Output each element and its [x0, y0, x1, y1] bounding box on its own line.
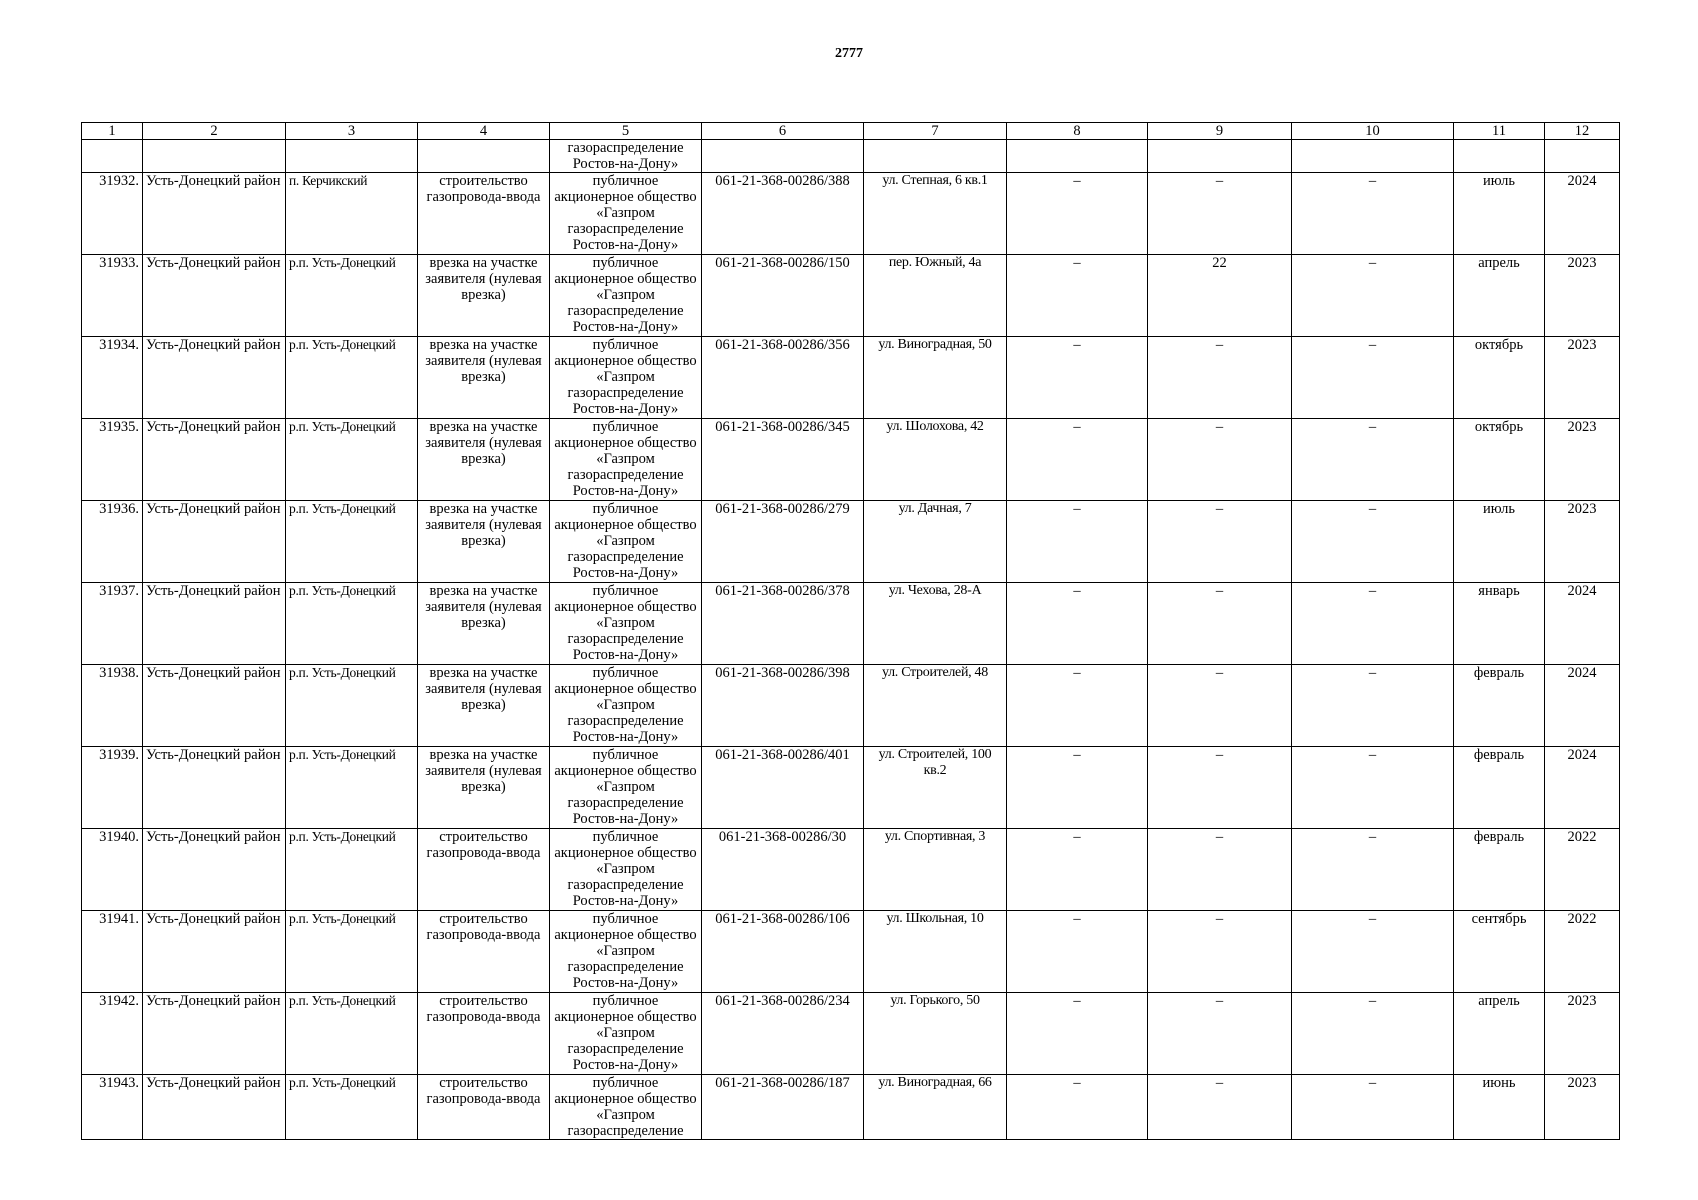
registration-code-cell: 061-21-368-00286/150 [702, 255, 864, 337]
registration-code-cell: 061-21-368-00286/187 [702, 1075, 864, 1140]
register-table [81, 122, 1620, 1140]
year-cell: 2024 [1545, 747, 1620, 829]
table-row [82, 911, 1620, 993]
year-cell: 2022 [1545, 829, 1620, 911]
address-cell: пер. Южный, 4а [864, 255, 1007, 337]
organization-cell: публичное акционерное общество «Газпром газораспределение Ростов-на-Дону» [550, 255, 702, 337]
address-cell: ул. Горького, 50 [864, 993, 1007, 1075]
year-cell: 2024 [1545, 665, 1620, 747]
work-type-cell: врезка на участке заявителя (нулевая врезка) [418, 747, 550, 829]
column-9-cell: – [1148, 911, 1292, 993]
column-8-cell: – [1007, 665, 1148, 747]
district-cell: Усть-Донецкий район [143, 419, 286, 501]
registration-code-cell: 061-21-368-00286/106 [702, 911, 864, 993]
year-cell: 2023 [1545, 419, 1620, 501]
column-header: 2 [143, 123, 286, 140]
month-cell: июль [1454, 173, 1545, 255]
address-cell: ул. Виноградная, 50 [864, 337, 1007, 419]
table-row [82, 173, 1620, 255]
district-cell: Усть-Донецкий район [143, 337, 286, 419]
work-type-cell: врезка на участке заявителя (нулевая врезка) [418, 501, 550, 583]
record-number-cell: 31936. [82, 501, 143, 583]
column-10-cell: – [1292, 173, 1454, 255]
work-type-cell: строительство газопровода-ввода [418, 173, 550, 255]
address-cell: ул. Школьная, 10 [864, 911, 1007, 993]
work-type-cell: строительство газопровода-ввода [418, 993, 550, 1075]
table-row [82, 747, 1620, 829]
address-cell: ул. Строителей, 100 кв.2 [864, 747, 1007, 829]
organization-cell: публичное акционерное общество «Газпром газораспределение Ростов-на-Дону» [550, 747, 702, 829]
address-cell: ул. Виноградная, 66 [864, 1075, 1007, 1140]
column-10-cell: – [1292, 583, 1454, 665]
work-type-cell: строительство газопровода-ввода [418, 1075, 550, 1140]
column-9-cell: – [1148, 583, 1292, 665]
settlement-cell: р.п. Усть-Донецкий [286, 583, 418, 665]
address-cell: ул. Спортивная, 3 [864, 829, 1007, 911]
record-number-cell: 31933. [82, 255, 143, 337]
column-8-cell: – [1007, 501, 1148, 583]
column-8-cell: – [1007, 747, 1148, 829]
column-header: 8 [1007, 123, 1148, 140]
settlement-cell: р.п. Усть-Донецкий [286, 501, 418, 583]
address-cell: ул. Шолохова, 42 [864, 419, 1007, 501]
year-cell: 2023 [1545, 255, 1620, 337]
column-8-cell: – [1007, 993, 1148, 1075]
table-row [82, 255, 1620, 337]
column-header: 3 [286, 123, 418, 140]
month-cell: июль [1454, 501, 1545, 583]
month-cell: октябрь [1454, 419, 1545, 501]
column-9-cell: – [1148, 337, 1292, 419]
month-cell: апрель [1454, 993, 1545, 1075]
column-9-cell: – [1148, 747, 1292, 829]
registration-code-cell: 061-21-368-00286/398 [702, 665, 864, 747]
column-header: 10 [1292, 123, 1454, 140]
settlement-cell: р.п. Усть-Донецкий [286, 993, 418, 1075]
column-9-cell: – [1148, 829, 1292, 911]
record-number-cell: 31938. [82, 665, 143, 747]
month-cell: февраль [1454, 747, 1545, 829]
registration-code-cell: 061-21-368-00286/401 [702, 747, 864, 829]
district-cell: Усть-Донецкий район [143, 993, 286, 1075]
table-row [82, 1075, 1620, 1140]
table-row [82, 993, 1620, 1075]
organization-cell: публичное акционерное общество «Газпром газораспределение Ростов-на-Дону» [550, 665, 702, 747]
settlement-cell: п. Керчикский [286, 173, 418, 255]
column-10-cell: – [1292, 993, 1454, 1075]
table-row [82, 419, 1620, 501]
address-cell: ул. Строителей, 48 [864, 665, 1007, 747]
organization-cell: публичное акционерное общество «Газпром газораспределение Ростов-на-Дону» [550, 419, 702, 501]
column-8-cell: – [1007, 1075, 1148, 1140]
work-type-cell: врезка на участке заявителя (нулевая врезка) [418, 583, 550, 665]
work-type-cell: врезка на участке заявителя (нулевая врезка) [418, 337, 550, 419]
column-header: 12 [1545, 123, 1620, 140]
record-number-cell: 31935. [82, 419, 143, 501]
work-type-cell: врезка на участке заявителя (нулевая врезка) [418, 255, 550, 337]
registration-code-cell: 061-21-368-00286/30 [702, 829, 864, 911]
year-cell: 2024 [1545, 583, 1620, 665]
organization-cell: публичное акционерное общество «Газпром газораспределение [550, 1075, 702, 1140]
continuation-row [82, 140, 1620, 173]
month-cell: февраль [1454, 829, 1545, 911]
year-cell: 2022 [1545, 911, 1620, 993]
month-cell: июнь [1454, 1075, 1545, 1140]
record-number-cell: 31943. [82, 1075, 143, 1140]
record-number-cell: 31937. [82, 583, 143, 665]
table-row [82, 337, 1620, 419]
table-row [82, 829, 1620, 911]
registration-code-cell: 061-21-368-00286/356 [702, 337, 864, 419]
column-number-row [82, 123, 1620, 140]
registration-code-cell: 061-21-368-00286/279 [702, 501, 864, 583]
organization-cell: публичное акционерное общество «Газпром газораспределение Ростов-на-Дону» [550, 911, 702, 993]
district-cell: Усть-Донецкий район [143, 255, 286, 337]
registration-code-cell: 061-21-368-00286/378 [702, 583, 864, 665]
column-header: 9 [1148, 123, 1292, 140]
registration-code-cell: 061-21-368-00286/388 [702, 173, 864, 255]
column-8-cell: – [1007, 419, 1148, 501]
year-cell: 2023 [1545, 337, 1620, 419]
organization-cell: публичное акционерное общество «Газпром газораспределение Ростов-на-Дону» [550, 337, 702, 419]
work-type-cell: строительство газопровода-ввода [418, 911, 550, 993]
column-9-cell: – [1148, 173, 1292, 255]
month-cell: февраль [1454, 665, 1545, 747]
organization-cell: газораспределение Ростов-на-Дону» [550, 140, 702, 173]
column-8-cell: – [1007, 255, 1148, 337]
table-row [82, 501, 1620, 583]
column-10-cell: – [1292, 337, 1454, 419]
registration-code-cell: 061-21-368-00286/234 [702, 993, 864, 1075]
district-cell: Усть-Донецкий район [143, 829, 286, 911]
month-cell: апрель [1454, 255, 1545, 337]
column-header: 11 [1454, 123, 1545, 140]
table-row [82, 665, 1620, 747]
column-10-cell: – [1292, 829, 1454, 911]
address-cell: ул. Степная, 6 кв.1 [864, 173, 1007, 255]
page-number: 2777 [835, 46, 863, 61]
year-cell: 2023 [1545, 993, 1620, 1075]
column-10-cell: – [1292, 501, 1454, 583]
settlement-cell: р.п. Усть-Донецкий [286, 911, 418, 993]
year-cell: 2024 [1545, 173, 1620, 255]
year-cell: 2023 [1545, 1075, 1620, 1140]
organization-cell: публичное акционерное общество «Газпром газораспределение Ростов-на-Дону» [550, 501, 702, 583]
column-10-cell: – [1292, 1075, 1454, 1140]
record-number-cell: 31932. [82, 173, 143, 255]
address-cell: ул. Дачная, 7 [864, 501, 1007, 583]
record-number-cell: 31940. [82, 829, 143, 911]
settlement-cell: р.п. Усть-Донецкий [286, 419, 418, 501]
record-number-cell: 31942. [82, 993, 143, 1075]
settlement-cell: р.п. Усть-Донецкий [286, 337, 418, 419]
column-8-cell: – [1007, 337, 1148, 419]
column-9-cell: 22 [1148, 255, 1292, 337]
year-cell: 2023 [1545, 501, 1620, 583]
organization-cell: публичное акционерное общество «Газпром газораспределение Ростов-на-Дону» [550, 993, 702, 1075]
address-cell: ул. Чехова, 28-А [864, 583, 1007, 665]
column-header: 1 [82, 123, 143, 140]
month-cell: октябрь [1454, 337, 1545, 419]
table-row [82, 583, 1620, 665]
district-cell: Усть-Донецкий район [143, 1075, 286, 1140]
record-number-cell: 31941. [82, 911, 143, 993]
column-9-cell: – [1148, 665, 1292, 747]
district-cell: Усть-Донецкий район [143, 583, 286, 665]
record-number-cell: 31934. [82, 337, 143, 419]
settlement-cell: р.п. Усть-Донецкий [286, 747, 418, 829]
column-8-cell: – [1007, 583, 1148, 665]
column-8-cell: – [1007, 829, 1148, 911]
settlement-cell: р.п. Усть-Донецкий [286, 255, 418, 337]
column-header: 7 [864, 123, 1007, 140]
month-cell: январь [1454, 583, 1545, 665]
record-number-cell: 31939. [82, 747, 143, 829]
organization-cell: публичное акционерное общество «Газпром газораспределение Ростов-на-Дону» [550, 583, 702, 665]
work-type-cell: врезка на участке заявителя (нулевая врезка) [418, 419, 550, 501]
settlement-cell: р.п. Усть-Донецкий [286, 829, 418, 911]
column-header: 6 [702, 123, 864, 140]
district-cell: Усть-Донецкий район [143, 173, 286, 255]
district-cell: Усть-Донецкий район [143, 911, 286, 993]
column-9-cell: – [1148, 419, 1292, 501]
column-10-cell: – [1292, 911, 1454, 993]
work-type-cell: строительство газопровода-ввода [418, 829, 550, 911]
column-9-cell: – [1148, 993, 1292, 1075]
work-type-cell: врезка на участке заявителя (нулевая врезка) [418, 665, 550, 747]
column-10-cell: – [1292, 255, 1454, 337]
registration-code-cell: 061-21-368-00286/345 [702, 419, 864, 501]
column-9-cell: – [1148, 1075, 1292, 1140]
organization-cell: публичное акционерное общество «Газпром газораспределение Ростов-на-Дону» [550, 173, 702, 255]
column-10-cell: – [1292, 747, 1454, 829]
column-10-cell: – [1292, 419, 1454, 501]
organization-cell: публичное акционерное общество «Газпром газораспределение Ростов-на-Дону» [550, 829, 702, 911]
settlement-cell: р.п. Усть-Донецкий [286, 1075, 418, 1140]
column-10-cell: – [1292, 665, 1454, 747]
district-cell: Усть-Донецкий район [143, 747, 286, 829]
column-9-cell: – [1148, 501, 1292, 583]
month-cell: сентябрь [1454, 911, 1545, 993]
column-header: 4 [418, 123, 550, 140]
column-header: 5 [550, 123, 702, 140]
column-8-cell: – [1007, 173, 1148, 255]
settlement-cell: р.п. Усть-Донецкий [286, 665, 418, 747]
district-cell: Усть-Донецкий район [143, 501, 286, 583]
district-cell: Усть-Донецкий район [143, 665, 286, 747]
column-8-cell: – [1007, 911, 1148, 993]
